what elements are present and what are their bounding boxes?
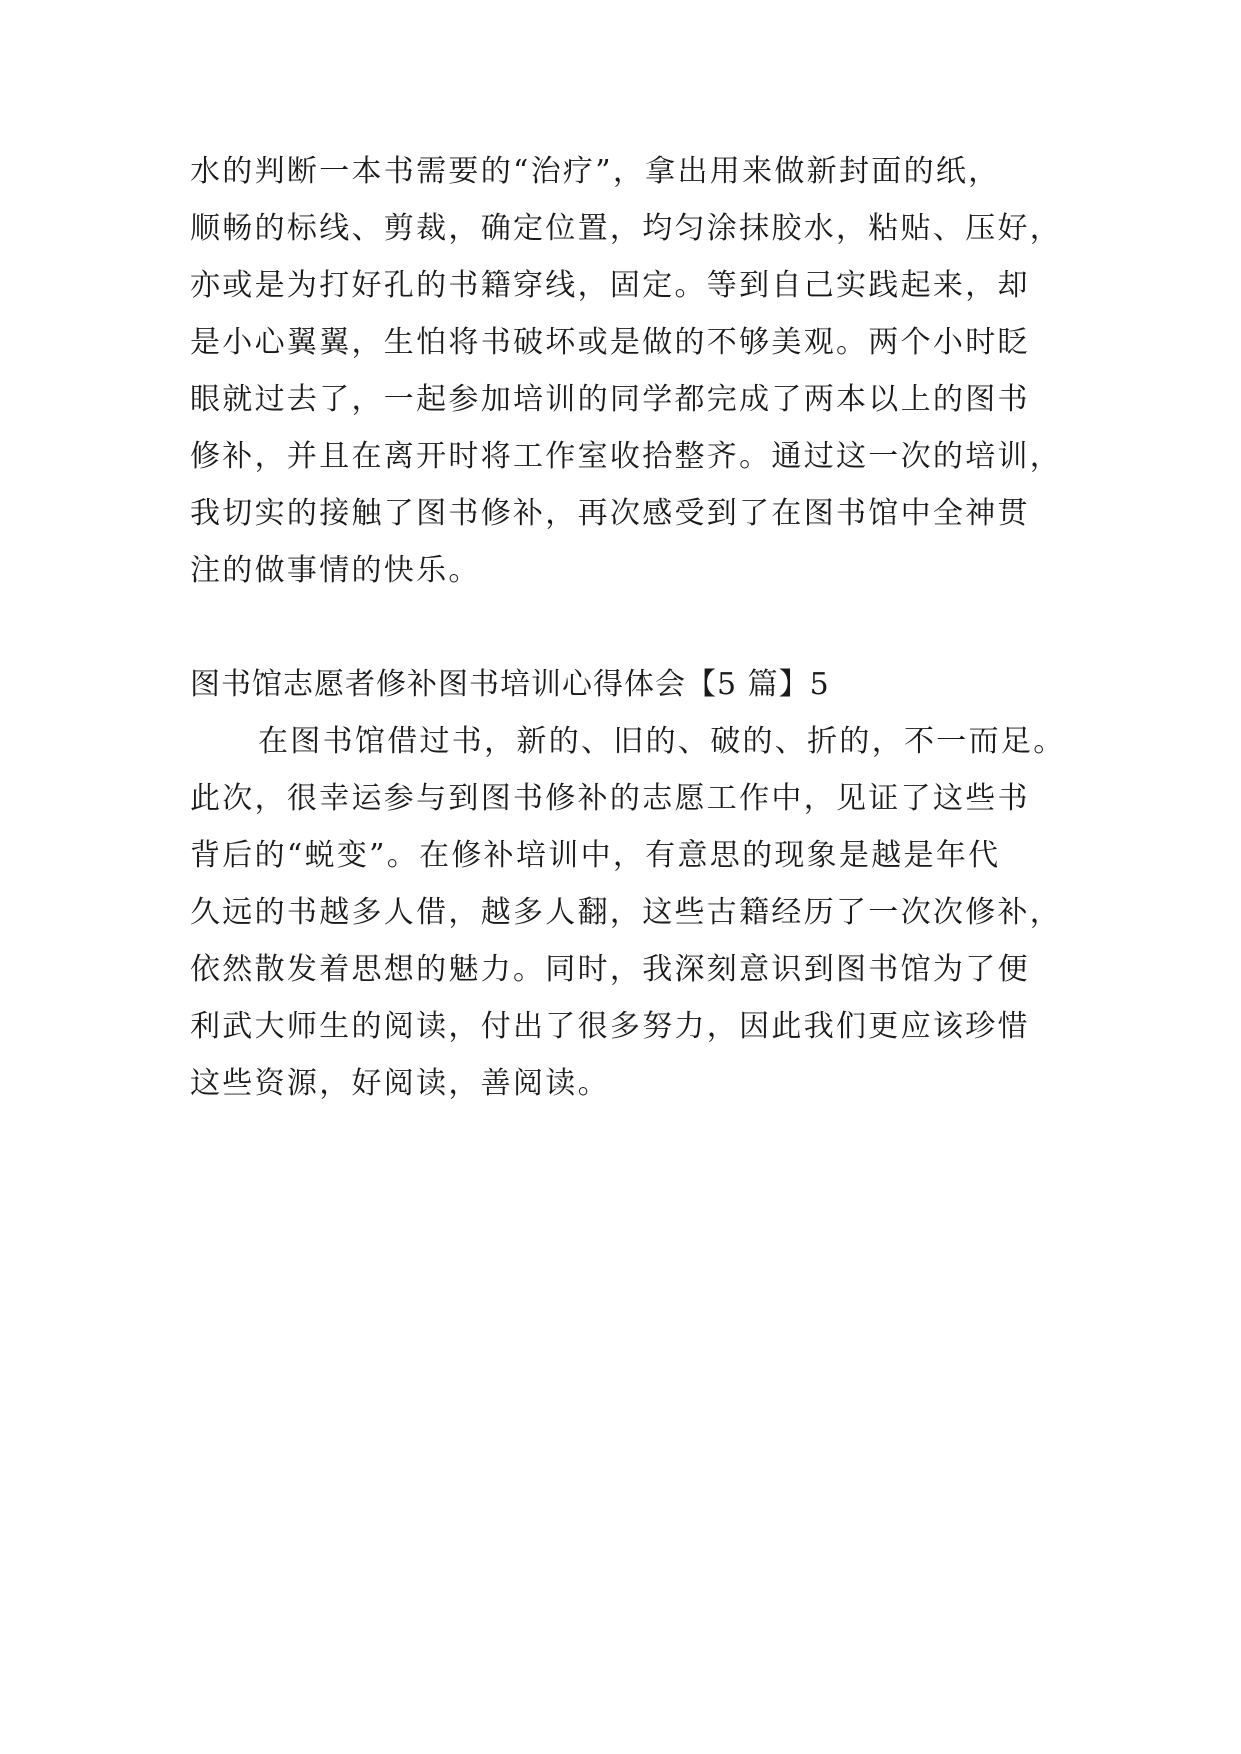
- text-line: 是小心翼翼，生怕将书破坏或是做的不够美观。两个小时眨: [190, 325, 1030, 360]
- text-line: 在图书馆借过书，新的、旧的、破的、折的，不一而足。: [258, 724, 1066, 759]
- text-line: 背后的“蜕变”。在修补培训中，有意思的现象是越是年代: [190, 838, 1001, 873]
- section-heading: 图书馆志愿者修补图书培训心得体会【5 篇】5: [190, 667, 830, 702]
- text-line: 顺畅的标线、剪裁，确定位置，均匀涂抹胶水，粘贴、压好，: [190, 211, 1063, 246]
- text-line: 久远的书越多人借，越多人翻，这些古籍经历了一次次修补，: [190, 895, 1063, 930]
- text-line: 注的做事情的快乐。: [190, 553, 481, 588]
- text-line: 亦或是为打好孔的书籍穿线，固定。等到自己实践起来，却: [190, 268, 1030, 303]
- text-line: 眼就过去了，一起参加培训的同学都完成了两本以上的图书: [190, 382, 1030, 417]
- text-line: 修补，并且在离开时将工作室收拾整齐。通过这一次的培训，: [190, 439, 1063, 474]
- text-line: 这些资源，好阅读，善阅读。: [190, 1066, 610, 1101]
- text-line: 依然散发着思想的魅力。同时，我深刻意识到图书馆为了便: [190, 952, 1030, 987]
- text-line: 此次，很幸运参与到图书修补的志愿工作中，见证了这些书: [190, 781, 1030, 816]
- text-line: 利武大师生的阅读，付出了很多努力，因此我们更应该珍惜: [190, 1009, 1030, 1044]
- text-line: 水的判断一本书需要的“治疗”，拿出用来做新封面的纸，: [190, 154, 1001, 189]
- text-line: 我切实的接触了图书修补，再次感受到了在图书馆中全神贯: [190, 496, 1030, 531]
